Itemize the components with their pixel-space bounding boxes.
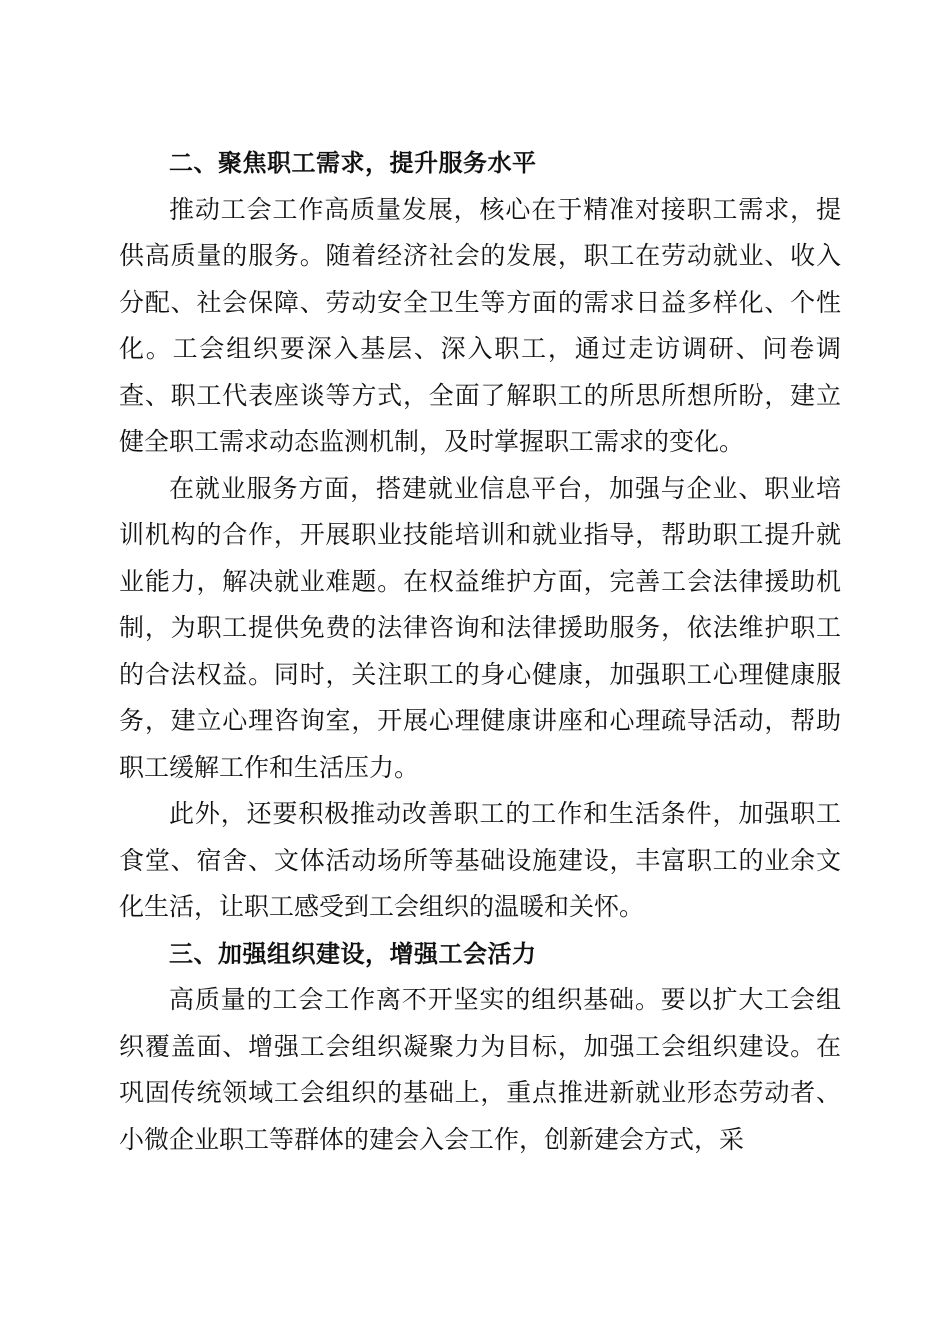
- document-body: [119, 140, 841, 1163]
- section-3-paragraph-1: 高质量的工会工作离不开坚实的组织基础。要以扩大工会组织覆盖面、增强工会组织凝聚力为目标，加强工会组织建设。在巩固传统领域工会组织的基础上，重点推进新就业形态劳动者、小微企业职工等群体的建会入会工作，创新建会方式，采: [119, 985, 841, 1154]
- section-2-paragraph-1: 推动工会工作高质量发展，核心在于精准对接职工需求，提供高质量的服务。随着经济社会的发展，职工在劳动就业、收入分配、社会保障、劳动安全卫生等方面的需求日益多样化、个性化。工会组织要深入基层、深入职工，通过走访调研、问卷调查、职工代表座谈等方式，全面了解职工的所思所想所盼，建立健全职工需求动态监测机制，及时掌握职工需求的变化。: [119, 194, 841, 456]
- section-2-paragraph-3: 此外，还要积极推动改善职工的工作和生活条件，加强职工食堂、宿舍、文体活动场所等基础设施建设，丰富职工的业余文化生活，让职工感受到工会组织的温暖和关怀。: [119, 799, 841, 921]
- section-2-paragraph-2: 在就业服务方面，搭建就业信息平台，加强与企业、职业培训机构的合作，开展职业技能培训和就业指导，帮助职工提升就业能力，解决就业难题。在权益维护方面，完善工会法律援助机制，为职工提供免费的法律咨询和法律援助服务，依法维护职工的合法权益。同时，关注职工的身心健康，加强职工心理健康服务，建立心理咨询室，开展心理健康讲座和心理疏导活动，帮助职工缓解工作和生活压力。: [119, 473, 841, 782]
- section-heading-3: 三、加强组织建设，增强工会活力: [169, 939, 537, 968]
- section-heading-2: 二、聚焦职工需求，提升服务水平: [169, 149, 537, 177]
